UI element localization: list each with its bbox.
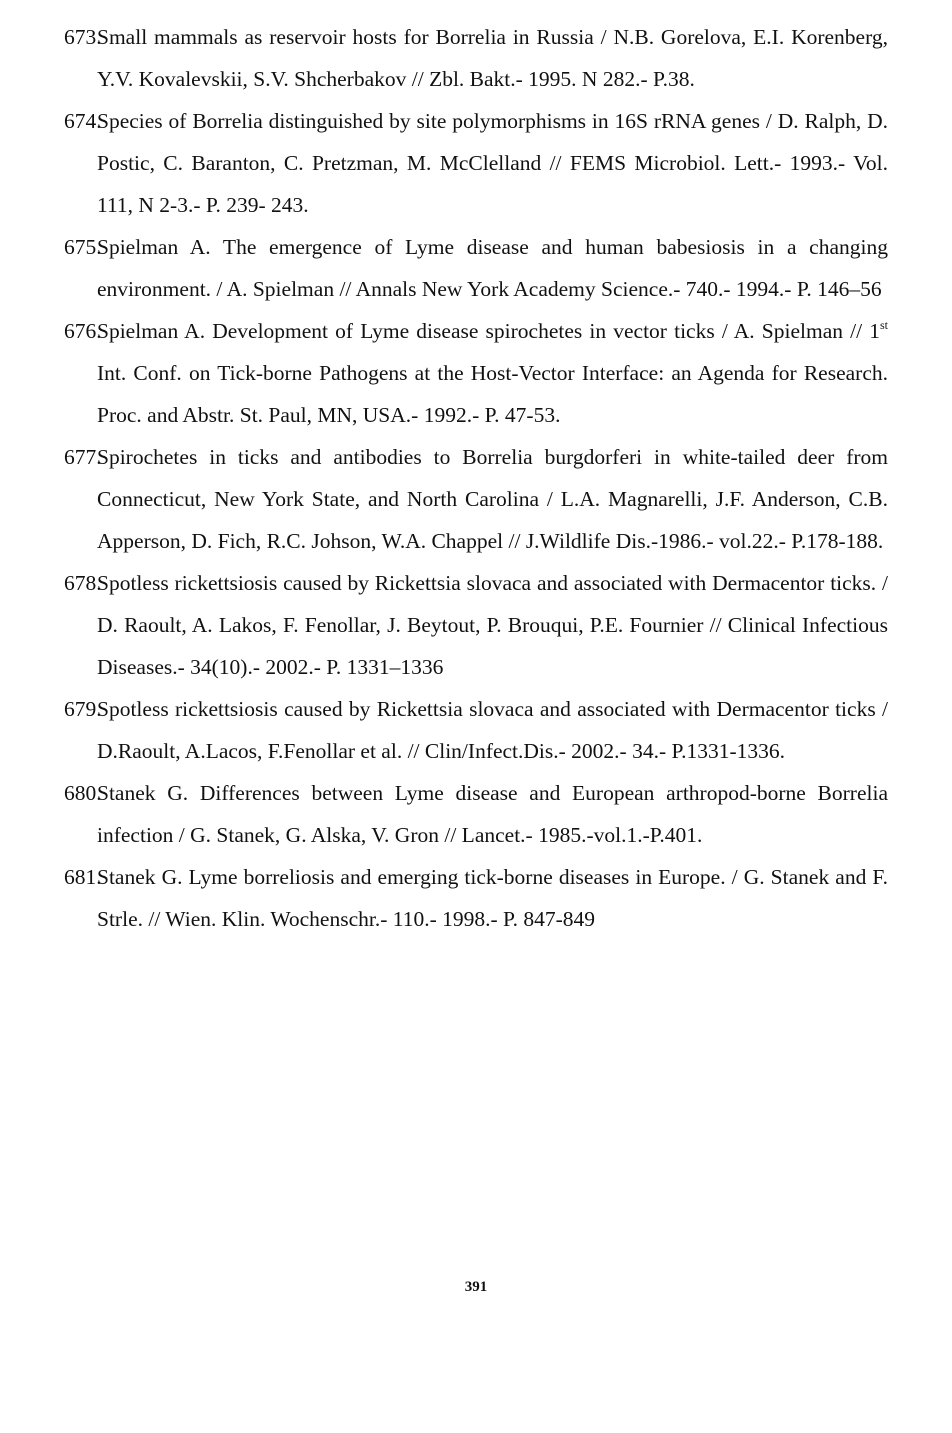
reference-number: 674. <box>64 109 102 133</box>
reference-text-part: Spielman A. Development of Lyme disease spirochetes in vector ticks / A. Spielman // 1 <box>97 319 880 343</box>
reference-text: Species of Borrelia distinguished by site polymorphisms in 16S rRNA genes / D. Ralph, D. Postic, C. Baranton, C. Pretzman, M. McClelland // FEMS Microbiol. Lett.- 1993.- Vol. 111, N 2-3.- P. 239- 243. <box>97 109 888 217</box>
reference-list <box>64 16 888 940</box>
reference-text: Spielman A. The emergence of Lyme disease and human babesiosis in a changing environment. / A. Spielman // Annals New York Academy Science.- 740.- 1994.- P. 146–56 <box>97 235 888 301</box>
reference-text: Stanek G. Lyme borreliosis and emerging tick-borne diseases in Europe. / G. Stanek and F. Strle. // Wien. Klin. Wochenschr.- 110.- 1998.- P. 847-849 <box>97 865 888 931</box>
reference-item <box>64 16 888 100</box>
reference-text: Stanek G. Differences between Lyme disease and European arthropod-borne Borrelia infection / G. Stanek, G. Alska, V. Gron // Lancet.- 1985.-vol.1.-P.401. <box>97 781 888 847</box>
page-number: 391 <box>464 1279 488 1295</box>
reference-item <box>64 310 888 436</box>
reference-item <box>64 436 888 562</box>
reference-number: 678. <box>64 571 102 595</box>
reference-text: Spotless rickettsiosis caused by Rickettsia slovaca and associated with Dermacentor ticks. / D. Raoult, A. Lakos, F. Fenollar, J. Beytout, P. Brouqui, P.E. Fournier // Clinical Infectious Diseases.- 34(10).- 2002.- P. 1331–1336 <box>97 571 888 679</box>
reference-number: 677. <box>64 445 102 469</box>
reference-item <box>64 856 888 940</box>
reference-item <box>64 772 888 856</box>
reference-text: Small mammals as reservoir hosts for Borrelia in Russia / N.B. Gorelova, E.I. Korenberg, Y.V. Kovalevskii, S.V. Shcherbakov // Zbl. Bakt.- 1995. N 282.- P.38. <box>97 25 888 91</box>
reference-item <box>64 100 888 226</box>
reference-number: 676. <box>64 319 102 343</box>
reference-number: 679. <box>64 697 102 721</box>
reference-item <box>64 562 888 688</box>
reference-text-part: Int. Conf. on Tick-borne Pathogens at the Host-Vector Interface: an Agenda for Research. Proc. and Abstr. St. Paul, MN, USA.- 1992.- P. 47-53. <box>97 361 888 427</box>
reference-item <box>64 688 888 772</box>
reference-number: 673. <box>64 25 102 49</box>
reference-text <box>97 319 888 427</box>
reference-number: 680. <box>64 781 102 805</box>
ordinal-superscript: st <box>879 317 888 332</box>
reference-number: 681. <box>64 865 102 889</box>
reference-number: 675. <box>64 235 102 259</box>
reference-text: Spirochetes in ticks and antibodies to Borrelia burgdorferi in white-tailed deer from Connecticut, New York State, and North Carolina / L.A. Magnarelli, J.F. Anderson, C.B. Apperson, D. Fich, R.C. Johson, W.A. Chappel // J.Wildlife Dis.-1986.- vol.22.- P.178-188. <box>97 445 888 553</box>
reference-text: Spotless rickettsiosis caused by Rickettsia slovaca and associated with Dermacentor ticks / D.Raoult, A.Lacos, F.Fenollar et al. // Clin/Infect.Dis.- 2002.- 34.- P.1331-1336. <box>97 697 888 763</box>
reference-item <box>64 226 888 310</box>
